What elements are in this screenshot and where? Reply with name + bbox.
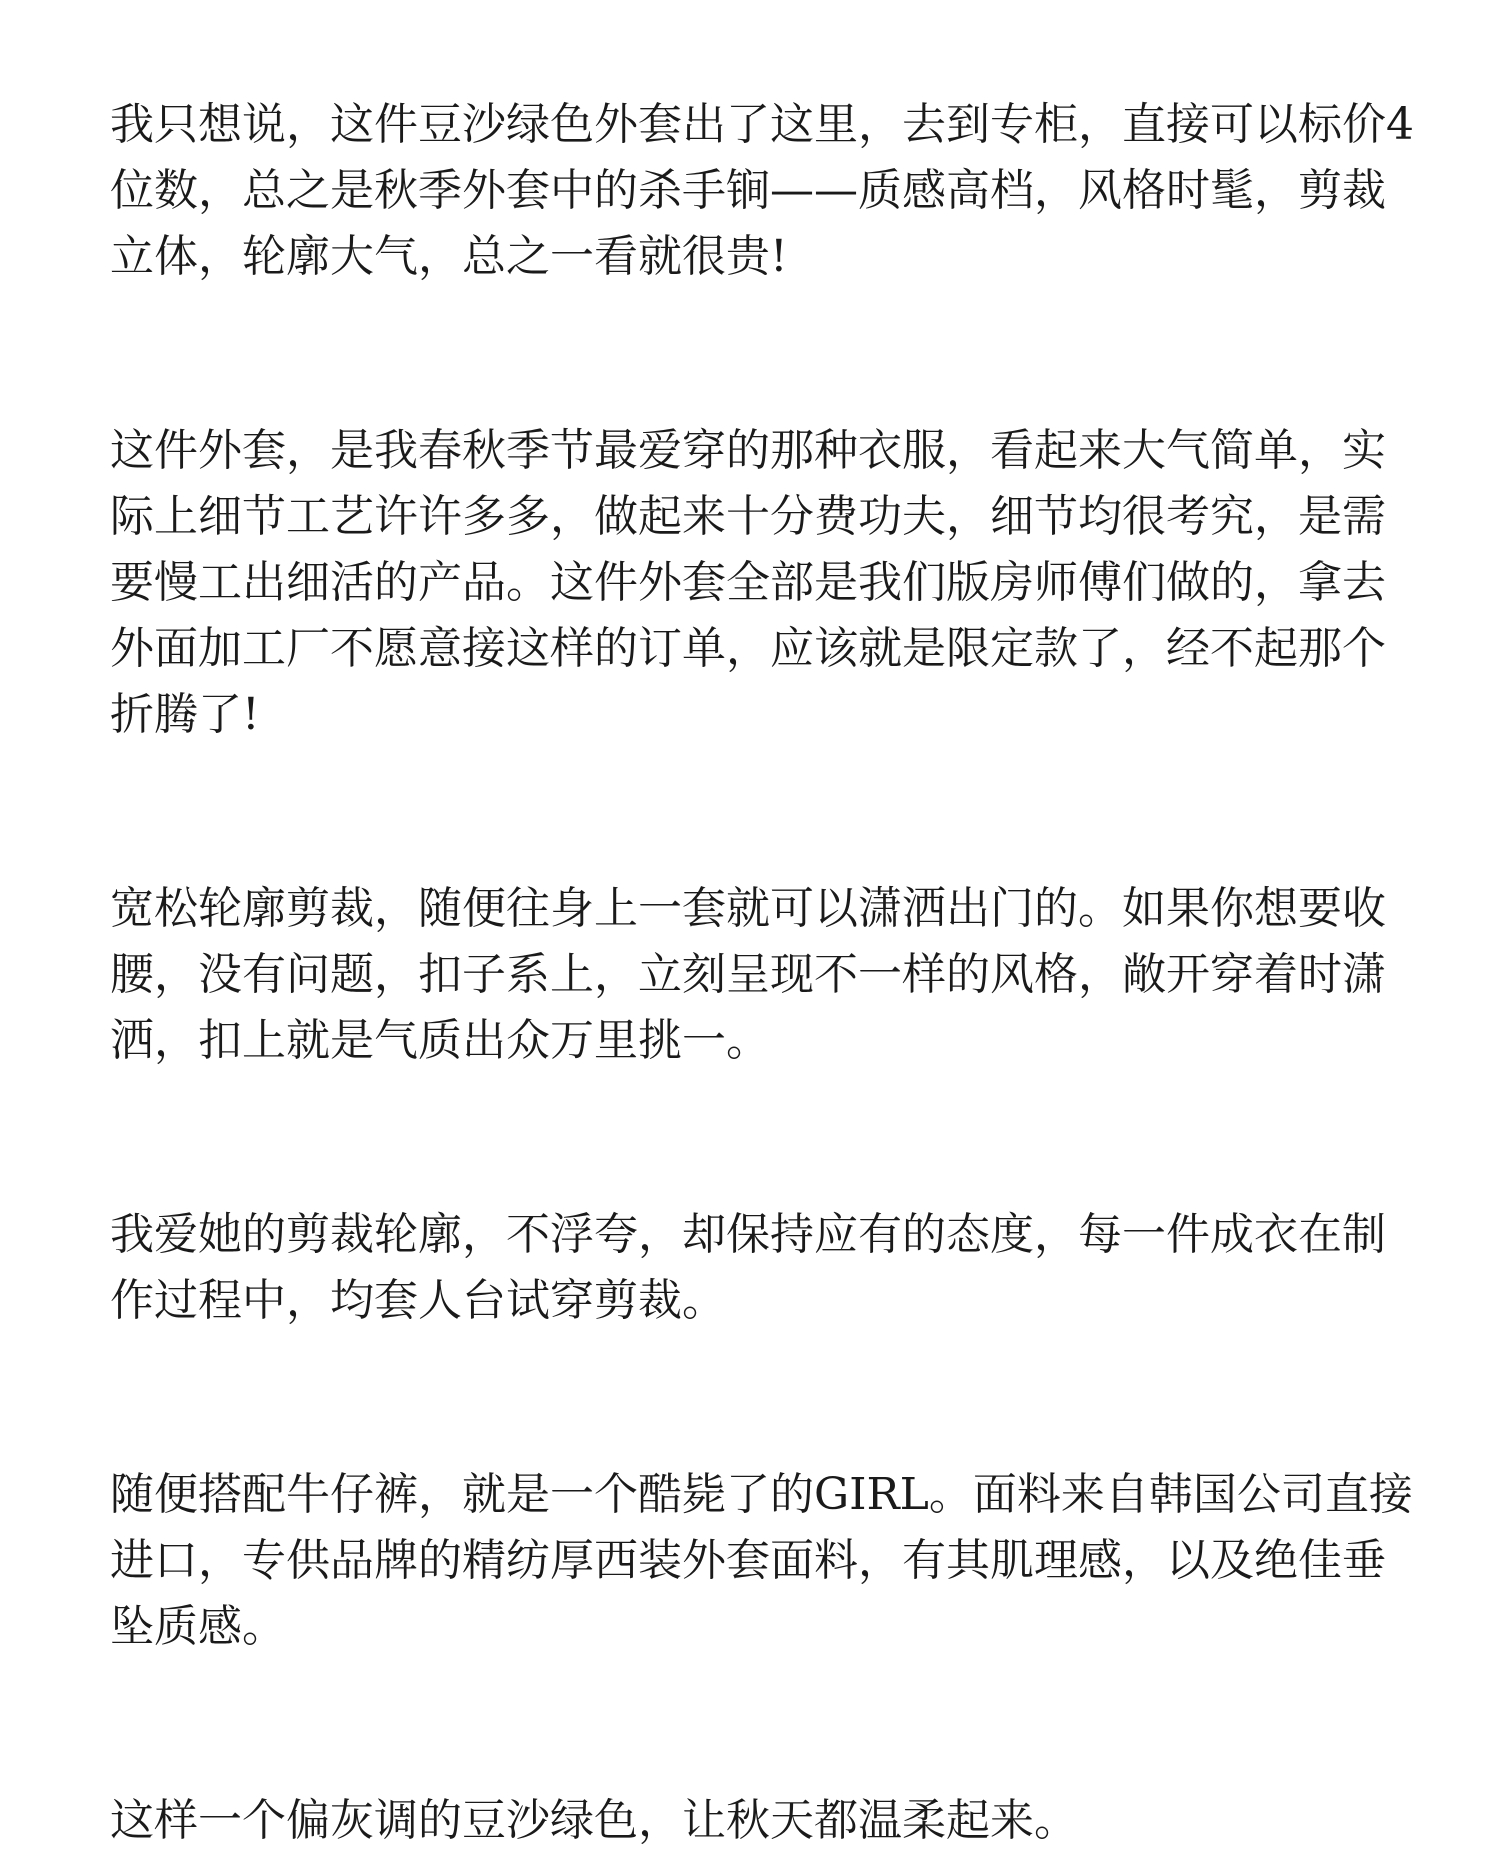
- paragraph-5: [110, 1462, 1413, 1660]
- paragraph-line: 腰，没有问题，扣子系上，立刻呈现不一样的风格，敞开穿着时潇: [110, 949, 1386, 1000]
- paragraph-line: 我爱她的剪裁轮廓，不浮夸，却保持应有的态度，每一件成衣在制: [110, 1209, 1386, 1260]
- paragraph-3: [110, 876, 1400, 1074]
- paragraph-gap: [110, 1074, 1400, 1202]
- paragraph-line: 进口，专供品牌的精纺厚西装外套面料，有其肌理感，以及绝佳垂: [110, 1535, 1386, 1586]
- paragraph-line: 随便搭配牛仔裤，就是一个酷毙了的GIRL。面料来自韩国公司直接: [110, 1469, 1413, 1520]
- paragraph-line: 外面加工厂不愿意接这样的订单，应该就是限定款了，经不起那个: [110, 623, 1386, 674]
- paragraph-line: 我只想说，这件豆沙绿色外套出了这里，去到专柜，直接可以标价4: [110, 99, 1414, 150]
- paragraph-line: 作过程中，均套人台试穿剪裁。: [110, 1275, 726, 1326]
- paragraph-line: 立体，轮廓大气，总之一看就很贵!: [110, 231, 788, 282]
- paragraph-2: [110, 418, 1400, 748]
- paragraph-line: 这件外套，是我春秋季节最爱穿的那种衣服，看起来大气简单，实: [110, 425, 1386, 476]
- paragraph-line: 这样一个偏灰调的豆沙绿色，让秋天都温柔起来。: [110, 1795, 1078, 1846]
- paragraph-line: 坠质感。: [110, 1601, 286, 1652]
- paragraph-gap: [110, 1660, 1400, 1788]
- paragraph-1: [110, 92, 1414, 290]
- paragraph-gap: [110, 290, 1400, 418]
- paragraph-6: [110, 1788, 1400, 1854]
- paragraph-line: 位数，总之是秋季外套中的杀手锏——质感高档，风格时髦，剪裁: [110, 165, 1386, 216]
- paragraph-4: [110, 1202, 1400, 1334]
- paragraph-line: 要慢工出细活的产品。这件外套全部是我们版房师傅们做的，拿去: [110, 557, 1386, 608]
- paragraph-line: 际上细节工艺许许多多，做起来十分费功夫，细节均很考究，是需: [110, 491, 1386, 542]
- paragraph-gap: [110, 1334, 1400, 1462]
- paragraph-line: 宽松轮廓剪裁，随便往身上一套就可以潇洒出门的。如果你想要收: [110, 883, 1386, 934]
- article-body: [110, 92, 1414, 1854]
- paragraph-line: 洒，扣上就是气质出众万里挑一。: [110, 1015, 770, 1066]
- paragraph-line: 折腾了!: [110, 689, 260, 740]
- paragraph-gap: [110, 748, 1400, 876]
